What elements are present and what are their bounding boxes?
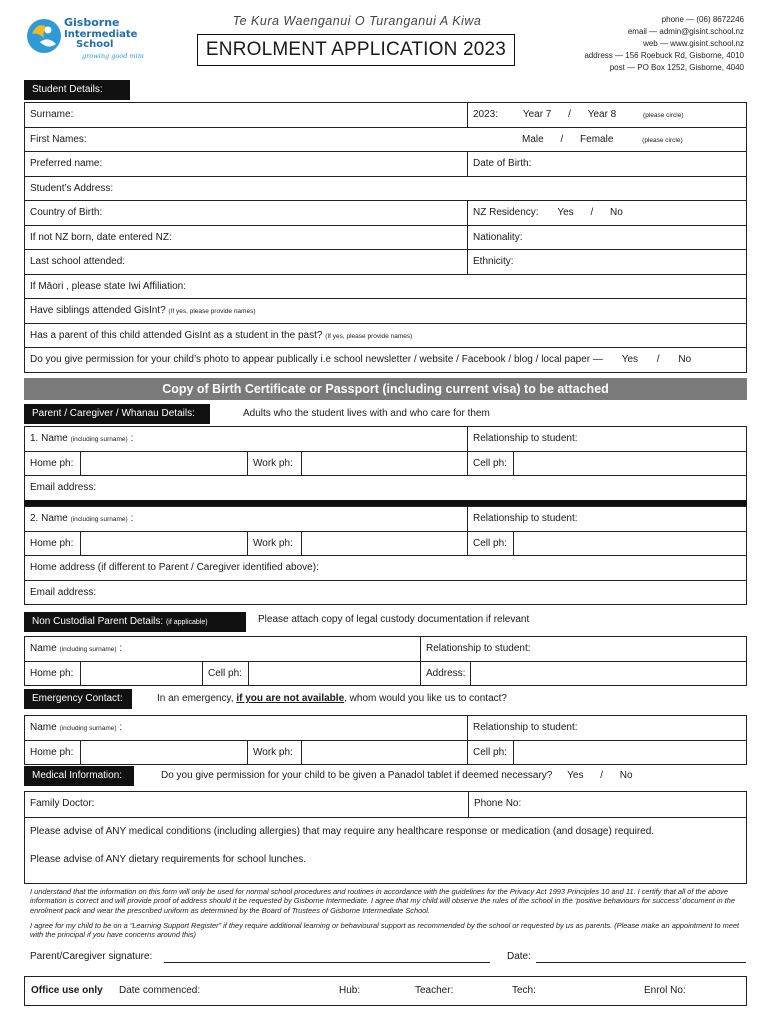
emergency-grid (24, 715, 747, 765)
ethnicity-label: Ethnicity: (473, 256, 514, 267)
row-country (25, 201, 746, 226)
caregiver-grid-1 (24, 426, 747, 501)
dob-label: Date of Birth: (473, 158, 532, 169)
please-circle-note: (please circle) (642, 136, 683, 144)
year-level-field[interactable] (467, 103, 748, 127)
cg2-home-ph-input[interactable] (80, 532, 247, 556)
siblings-label: Have siblings attended GisInt? (30, 305, 166, 316)
last-school-field[interactable] (25, 250, 465, 274)
parent-attended-label: Has a parent of this child attended GisInt as a student in the past? (30, 329, 323, 341)
slash: / (656, 354, 660, 365)
emergency-note-post: , whom would you like us to contact? (344, 693, 507, 704)
parent-attended-field[interactable] (25, 324, 748, 348)
preferred-name-label: Preferred name: (30, 158, 103, 169)
nc-relationship-field[interactable] (420, 637, 748, 661)
residency-yes-option[interactable]: Yes (557, 207, 574, 218)
cg1-row-email (25, 476, 746, 501)
privacy-declaration: I understand that the information on this form will only be used for normal school procedures and routines in accordance with the guidelines for the Privacy Act 1993 Principles 10 and 11. I certify that all of the above information is correct and will provide proof of address should it be requested by Gisborne Intermediate. I agree that my child will observe the rules of the school in the ‘positive behaviours for success’ document in the enrolment pack and wear the prescribed uniform as determined by the Board of Trustees of Gisborne Intermediate School. (30, 887, 735, 915)
cg2-relationship-field[interactable] (467, 507, 748, 531)
country-of-birth-label: Country of Birth: (30, 207, 103, 218)
cg1-cell-ph-input[interactable] (513, 452, 748, 476)
panadol-no-option[interactable]: No (619, 770, 633, 781)
nc-cell-ph-label: Cell ph: (202, 662, 248, 686)
row-address (25, 177, 746, 202)
contact-web: web — www.gisint.school.nz (643, 39, 744, 48)
cg1-cell-ph-label: Cell ph: (467, 452, 513, 476)
nc-address-label: Address: (420, 662, 470, 686)
caregiver-note: Adults who the student lives with and who care for them (243, 408, 490, 419)
office-use-label: Office use only (31, 985, 103, 996)
em-home-ph-input[interactable] (80, 741, 247, 765)
colon: : (119, 722, 123, 733)
em-name-field[interactable] (25, 716, 465, 740)
cg1-name-field[interactable] (25, 427, 465, 451)
slash: / (600, 770, 604, 781)
row-parent-attended (25, 324, 746, 349)
siblings-note: (If yes, please provide names) (168, 308, 256, 315)
row-date-entered (25, 226, 746, 251)
photo-yes-option[interactable]: Yes (621, 354, 639, 365)
nc-address-input[interactable] (470, 662, 748, 686)
medical-conditions-label: Please advise of ANY medical conditions (including allergies) that may require any healthcare response or medication (and dosage) required. (30, 826, 655, 837)
colon: : (130, 433, 134, 444)
colon: : (119, 643, 123, 654)
nc-name-label: Name (30, 643, 57, 654)
learning-support-declaration: I agree for my child to be on a “Learning Support Register” if they require additional learning or behavioural support as recommended by the school or requested by us as parents. (Please make an appointment to meet with the principal if you have concerns around this) (30, 921, 740, 940)
em-work-ph-label: Work ph: (247, 741, 301, 765)
contact-email: email — admin@gisint.school.nz (627, 27, 744, 36)
em-relationship-label: Relationship to student: (473, 722, 578, 733)
em-relationship-field[interactable] (467, 716, 748, 740)
cg1-row-name (25, 427, 746, 452)
date-entered-nz-label: If not NZ born, date entered NZ: (30, 231, 172, 243)
panadol-yes-option[interactable]: Yes (567, 770, 584, 781)
parent-attended-note: (If yes, please provide names) (325, 332, 413, 340)
nationality-label: Nationality: (473, 231, 523, 243)
cg2-cell-ph-input[interactable] (513, 532, 748, 556)
male-option[interactable]: Male (522, 133, 544, 145)
non-custodial-label-text: Non Custodial Parent Details: (32, 616, 164, 627)
cg2-cell-ph-label: Cell ph: (467, 532, 513, 556)
form-title: ENROLMENT APPLICATION 2023 (197, 34, 515, 66)
non-custodial-grid (24, 636, 747, 686)
cg2-work-ph-input[interactable] (301, 532, 467, 556)
surname-label: Surname: (30, 109, 74, 120)
contact-phone: phone — (06) 8672246 (661, 15, 744, 24)
student-details-grid (24, 102, 747, 373)
nc-home-ph-input[interactable] (80, 662, 202, 686)
emergency-note (157, 693, 507, 704)
dob-field[interactable] (467, 152, 748, 176)
dietary-label: Please advise of ANY dietary requirements for school lunches. (30, 854, 307, 865)
panadol-text: Do you give permission for your child to be given a Panadol tablet if deemed necessary? (161, 770, 553, 781)
including-surname-note: (including surname) (59, 725, 117, 732)
cg2-home-address-field[interactable] (25, 556, 748, 580)
signature-date-line[interactable] (536, 962, 746, 963)
em-home-ph-label: Home ph: (30, 746, 74, 758)
cg2-row-name (25, 507, 746, 532)
school-motto: Te Kura Waenganui O Turanganui A Kiwa (232, 14, 482, 28)
non-custodial-label (24, 612, 246, 632)
cg1-home-ph-label: Home ph: (30, 457, 74, 469)
cg1-work-ph-input[interactable] (301, 452, 467, 476)
iwi-label: If Māori , please state Iwi Affiliation: (30, 280, 187, 292)
including-surname-note: (including surname) (59, 646, 117, 653)
medical-conditions-field[interactable] (25, 820, 748, 848)
year8-option[interactable]: Year 8 (587, 109, 617, 120)
logo-tagline: growing good minds (82, 52, 144, 60)
med-row-conditions (25, 818, 746, 884)
signature-line[interactable] (164, 962, 490, 963)
em-cell-ph-input[interactable] (513, 741, 748, 765)
cg2-relationship-label: Relationship to student: (473, 513, 578, 524)
date-commenced-label: Date commenced: (119, 985, 201, 996)
female-option[interactable]: Female (580, 133, 614, 145)
surname-field[interactable] (25, 103, 465, 127)
row-siblings (25, 299, 746, 324)
non-custodial-note: Please attach copy of legal custody documentation if relevant (258, 614, 530, 625)
colon: : (130, 513, 134, 524)
residency-no-option[interactable]: No (610, 207, 623, 218)
year-label: 2023: (473, 109, 499, 120)
enrol-no-label: Enrol No: (644, 985, 686, 996)
cg2-home-ph-label: Home ph: (30, 537, 74, 549)
photo-no-option[interactable]: No (678, 354, 692, 365)
contact-block (584, 14, 744, 74)
country-of-birth-field[interactable] (25, 201, 465, 225)
nc-row-name (25, 637, 746, 662)
logo-line3: School (76, 39, 114, 50)
cg1-email-field[interactable] (25, 476, 748, 500)
nc-name-field[interactable] (25, 637, 420, 661)
including-surname-note: (including surname) (70, 516, 128, 523)
dietary-field[interactable] (25, 848, 748, 876)
cg1-relationship-label: Relationship to student: (473, 433, 578, 444)
iwi-field[interactable] (25, 275, 748, 299)
cg1-email-label: Email address: (30, 482, 97, 493)
logo-line1: Gisborne (64, 16, 120, 29)
cg2-row-email (25, 581, 746, 606)
cg1-row-phones (25, 452, 746, 477)
nc-home-ph-label: Home ph: (30, 667, 74, 679)
including-surname-note: (including surname) (70, 436, 128, 443)
cg2-row-home-address (25, 556, 746, 581)
nz-residency-label: NZ Residency: (473, 207, 539, 218)
emergency-contact-label: Emergency Contact: (24, 689, 132, 709)
slash: / (590, 207, 594, 218)
hub-label: Hub: (339, 985, 361, 996)
row-last-school (25, 250, 746, 275)
if-applicable-note: (if applicable) (165, 619, 208, 626)
em-row-phones (25, 741, 746, 766)
signature-label: Parent/Caregiver signature: (30, 951, 153, 962)
first-names-label: First Names: (30, 133, 87, 145)
last-school-label: Last school attended: (30, 256, 126, 267)
cg1-home-ph-input[interactable] (80, 452, 247, 476)
student-address-label: Student’s Address: (30, 182, 114, 194)
panadol-question (161, 770, 633, 781)
photo-permission-field (25, 348, 748, 372)
date-entered-nz-field[interactable] (25, 226, 465, 250)
please-circle-note: (please circle) (643, 112, 684, 119)
logo-line2: Intermediate (64, 29, 138, 40)
contact-post: post — PO Box 1252, Gisborne, 4040 (609, 63, 744, 72)
doctor-phone-field[interactable] (468, 792, 748, 817)
contact-address: address — 156 Roebuck Rd, Gisborne, 4010 (584, 51, 744, 60)
cg2-home-address-label: Home address (if different to Parent / Caregiver identified above): (30, 562, 319, 573)
tech-label: Tech: (512, 985, 536, 996)
office-use-box (24, 976, 747, 1006)
nc-cell-ph-input[interactable] (248, 662, 420, 686)
nc-row-phones (25, 662, 746, 687)
doctor-phone-label: Phone No: (474, 798, 522, 809)
em-name-label: Name (30, 722, 57, 733)
teacher-label: Teacher: (415, 985, 454, 996)
cg2-work-ph-label: Work ph: (247, 532, 301, 556)
nationality-field[interactable] (467, 226, 748, 250)
row-iwi (25, 275, 746, 300)
emergency-note-emphasis: if you are not available (236, 693, 345, 704)
row-surname (25, 103, 746, 128)
cg2-email-label: Email address: (30, 586, 97, 598)
cg1-work-ph-label: Work ph: (247, 452, 301, 476)
row-photo-permission (25, 348, 746, 373)
nz-residency-field (467, 201, 748, 225)
row-first-names (25, 128, 746, 153)
photo-permission-label: Do you give permission for your child’s photo to appear publically i.e school newsletter / website / Facebook / blog / local paper — (30, 354, 603, 365)
documents-banner: Copy of Birth Certificate or Passport (including current visa) to be attached (24, 378, 747, 400)
caregiver-grid-2 (24, 506, 747, 605)
medical-info-label: Medical Information: (24, 766, 134, 786)
cg2-row-phones (25, 532, 746, 557)
ethnicity-field[interactable] (467, 250, 748, 274)
cg2-email-field[interactable] (25, 581, 748, 605)
cg2-name-label: 2. Name (30, 513, 68, 524)
student-address-field[interactable] (25, 177, 748, 201)
student-details-label: Student Details: (24, 80, 130, 100)
family-doctor-label: Family Doctor: (30, 798, 95, 809)
nc-relationship-label: Relationship to student: (426, 643, 531, 654)
school-logo (24, 12, 144, 68)
row-preferred-name (25, 152, 746, 177)
gender-options (517, 128, 747, 152)
em-row-name (25, 716, 746, 741)
med-row-doctor (25, 792, 746, 818)
signature-date-label: Date: (507, 951, 531, 962)
cg2-name-field[interactable] (25, 507, 465, 531)
family-doctor-field[interactable] (25, 792, 468, 817)
year7-option[interactable]: Year 7 (522, 109, 552, 120)
siblings-field[interactable] (25, 299, 748, 323)
slash: / (568, 109, 571, 120)
em-cell-ph-label: Cell ph: (467, 741, 513, 765)
caregiver-details-label: Parent / Caregiver / Whanau Details: (24, 404, 210, 424)
school-logo-icon (24, 12, 144, 68)
cg1-relationship-field[interactable] (467, 427, 748, 451)
emergency-note-pre: In an emergency, (157, 693, 234, 704)
em-work-ph-input[interactable] (301, 741, 467, 765)
medical-grid (24, 791, 747, 884)
preferred-name-field[interactable] (25, 152, 465, 176)
cg1-name-label: 1. Name (30, 433, 68, 444)
slash: / (560, 133, 564, 145)
